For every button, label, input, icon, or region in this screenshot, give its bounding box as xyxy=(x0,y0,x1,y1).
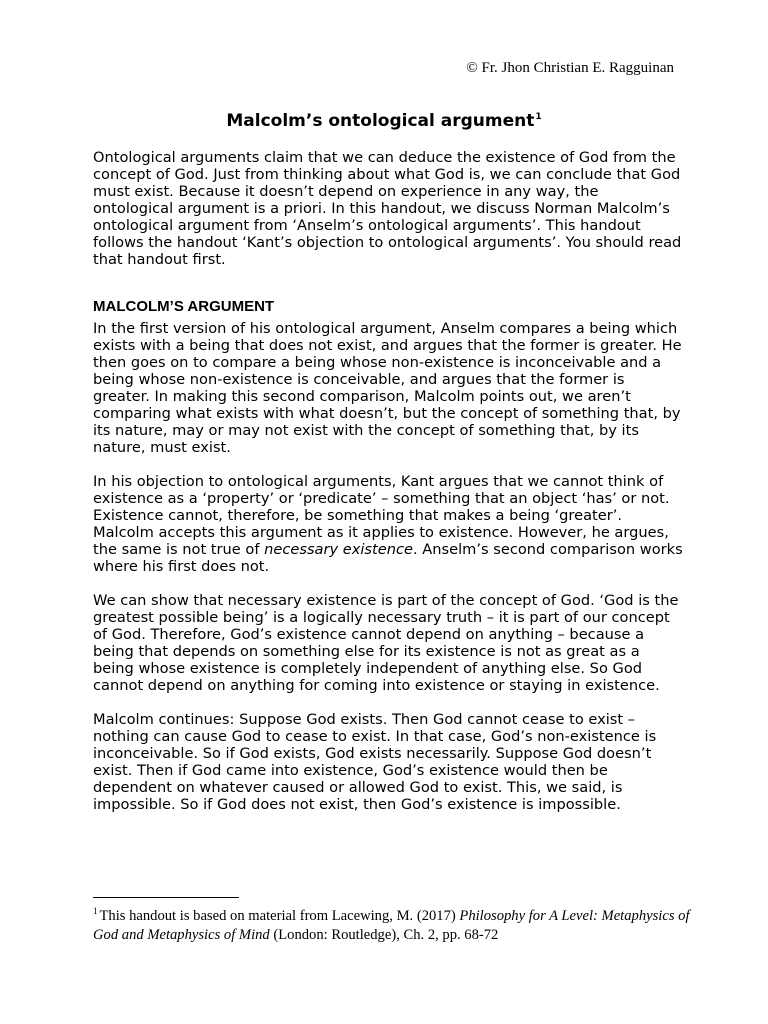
paragraph-2-italic: necessary existence xyxy=(264,541,413,558)
paragraph-3: We can show that necessary existence is part of the concept of God. ‘God is the greatest possible being’ is a logically necessary truth – it is part of our concept of God. Therefore, God’s existence cannot depend on anything – because a being that depends on something else for its existence is not as great as a being whose existence is completely independent of anything else. So God cannot depend on anything for coming into existence or staying in existence. xyxy=(93,592,679,694)
paragraph-2-text-after: . Anselm’s second comparison works where his first does not. xyxy=(93,541,683,575)
paragraph-1: In the first version of his ontological argument, Anselm compares a being which exists with a being that does not exist, and argues that the former is greater. He then goes on to compare a being whose non-existence is inconceivable and a being whose non-existence is conceivable, and argues that the former is greater. In making this second comparison, Malcolm points out, we aren’t comparing what exists with what doesn’t, but the concept of something that, by its nature, may or may not exist with the concept of something that, by its nature, must exist. xyxy=(93,320,682,456)
footnote-mark: 1 xyxy=(93,906,98,916)
intro-section xyxy=(93,149,683,285)
argument-section xyxy=(93,320,683,830)
document-title xyxy=(93,106,675,132)
footnote xyxy=(93,902,693,945)
paragraph-2-text-before: In his objection to ontological arguments, Kant argues that we cannot think of existence as a ‘property’ or ‘predicate’ – something that an object ‘has’ or not. Existence cannot, therefore, be something that makes a being ‘greater’. Malcolm accepts this argument as it applies to existence. However, he argues, the same is not true of xyxy=(93,473,670,558)
section-heading: MALCOLM’S ARGUMENT xyxy=(93,298,275,315)
paragraph-2 xyxy=(93,473,683,575)
intro-paragraph: Ontological arguments claim that we can deduce the existence of God from the concept of God. Just from thinking about what God is, we can conclude that God must exist. Because it doesn’t depend on experience in any way, the ontological argument is a priori. In this handout, we discuss Norman Malcolm’s ontological argument from ‘Anselm’s ontological arguments’. This handout follows the handout ‘Kant’s objection to ontological arguments’. You should read that handout first. xyxy=(93,149,682,268)
title-footnote-mark: 1 xyxy=(535,112,542,122)
footnote-separator xyxy=(93,897,239,898)
copyright-notice: © Fr. Jhon Christian E. Ragguinan xyxy=(466,60,674,76)
footnote-book-title: Philosophy for A Level: Metaphysics of God and Metaphysics of Mind xyxy=(93,908,690,943)
footnote-text-after: (London: Routledge), Ch. 2, pp. 68-72 xyxy=(269,927,499,943)
footnote-text-before: This handout is based on material from Lacewing, M. (2017) xyxy=(99,908,460,924)
title-text: Malcolm’s ontological argument xyxy=(226,111,535,131)
paragraph-4: Malcolm continues: Suppose God exists. Then God cannot cease to exist – nothing can cause God to cease to exist. In that case, God’s non-existence is inconceivable. So if God exists, God exists necessarily. Suppose God doesn’t exist. Then if God came into existence, God’s existence would then be dependent on whatever caused or allowed God to exist. This, we said, is impossible. So if God does not exist, then God’s existence is impossible. xyxy=(93,711,657,813)
